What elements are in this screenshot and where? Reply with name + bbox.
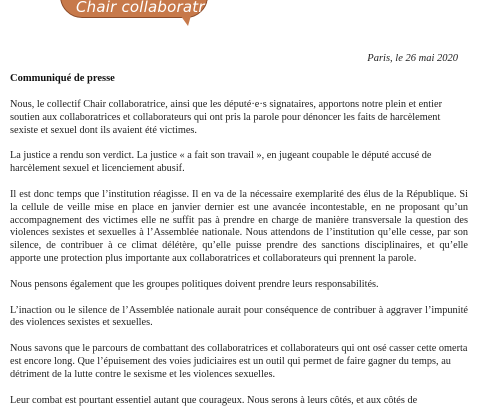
logo-text: Chair collaboratrice [76, 0, 227, 16]
paragraph-long-road: Nous savons que le parcours de combattant des collaboratrices et collaborateurs qui ont osé casser cette omerta est encore long. Que l’épuisement des voies judiciaires est un outil qui permet de faire gagner du temps, au détriment de la lutte contre le sexisme et les violences sexuelles. [10, 343, 468, 380]
paragraph-political-groups: Nous pensons également que les groupes politiques doivent prendre leurs responsabilités. [10, 278, 379, 290]
press-release-title: Communiqué de presse [10, 73, 115, 84]
paragraph-combat: Leur combat est pourtant essentiel autant que courageux. Nous serons à leurs côtés, et aux côtés de [10, 394, 418, 406]
paragraph-institution: Il est donc temps que l’institution réagisse. Il en va de la nécessaire exemplarité des élus de la République. Si la cellule de veille mise en place en janvier dernier est une avancée incontestable, en ne proposant qu’un accompagnement des victimes elle ne suffit pas à prendre en charge de manière transversale la question des violences sexistes et sexuelles à l’Assemblée nationale. Nous attendons de l’institution qu’elle cesse, par son silence, de contribuer à ce climat délétère, qu’elle puisse prendre des sanctions disciplinaires, et qu’elle apporte une protection plus importante aux collaboratrices et collaborateurs qui prennent la parole. [10, 188, 468, 264]
paragraph-inaction: L’inaction ou le silence de l’Assemblée nationale aurait pour conséquence de contribuer à aggraver l’impunité des violences sexistes et sexuelles. [10, 304, 468, 329]
paragraph-verdict: La justice a rendu son verdict. La justice « a fait son travail », en jugeant coupable le député accusé de harcèlement sexuel et licenciement abusif. [10, 150, 432, 175]
press-release-date: Paris, le 26 mai 2020 [367, 53, 458, 64]
paragraph-support: Nous, le collectif Chair collaboratrice, ainsi que les député·e·s signataires, apportons notre plein et entier soutien aux collaboratrices et collaborateurs qui ont pris la parole pour dénoncer les faits de harcèlement sexiste et sexuel dont ils avaient été victimes. [10, 99, 443, 136]
press-release-body [10, 99, 468, 416]
